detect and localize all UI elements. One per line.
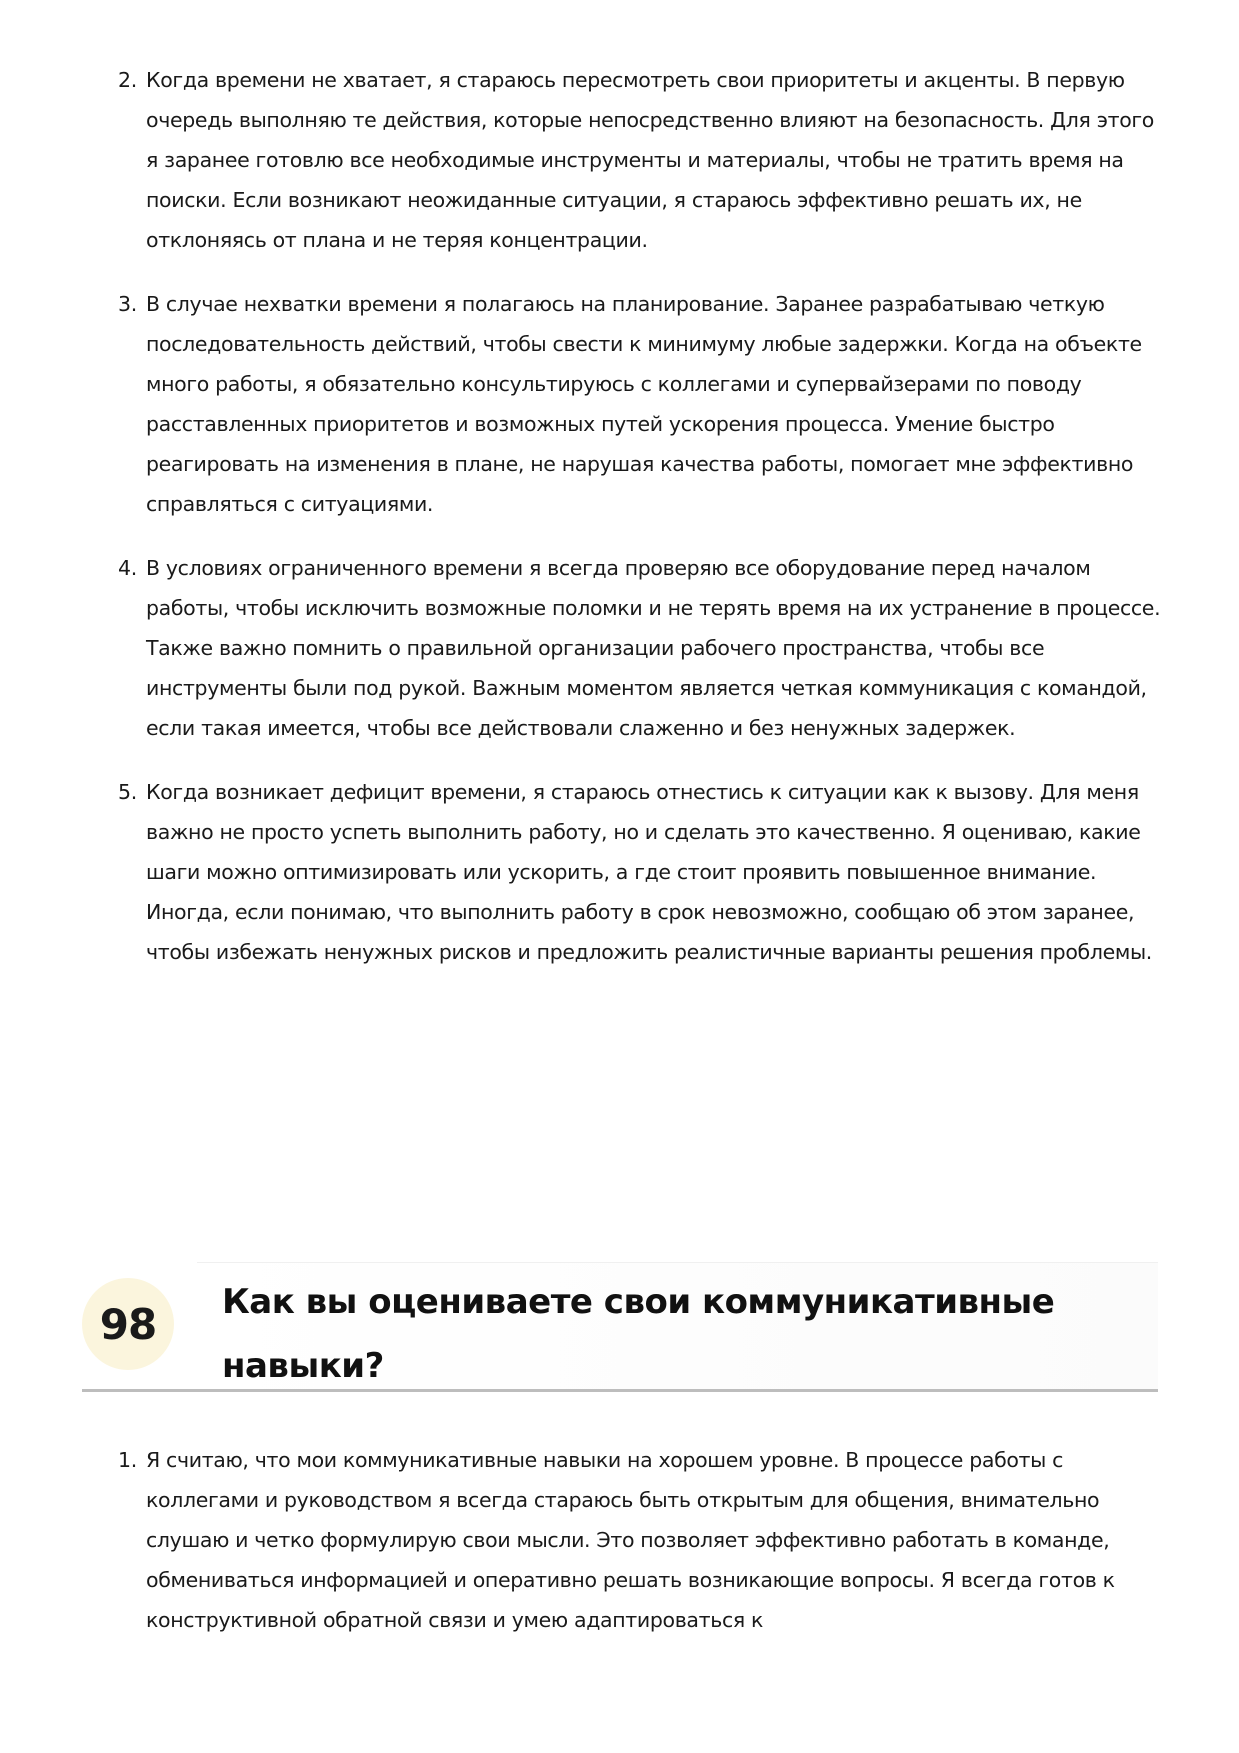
- answer-list-current: [118, 1440, 1168, 1664]
- list-item-text: В условиях ограниченного времени я всегда проверяю все оборудование перед началом работы, чтобы исключить возможные поломки и не терять время на их устранение в процессе. Также важно помнить о правильной организации рабочего пространства, чтобы все инструменты были под рукой. Важным моментом является четкая коммуникация с командой, если такая имеется, чтобы все действовали слаженно и без ненужных задержек.: [146, 556, 1161, 740]
- list-item-text: В случае нехватки времени я полагаюсь на планирование. Заранее разрабатываю четкую последовательность действий, чтобы свести к минимуму любые задержки. Когда на объекте много работы, я обязательно консультируюсь с коллегами и супервайзерами по поводу расставленных приоритетов и возможных путей ускорения процесса. Умение быстро реагировать на изменения в плане, не нарушая качества работы, помогает мне эффективно справляться с ситуациями.: [146, 292, 1142, 516]
- question-divider: [82, 1389, 1158, 1392]
- list-item-number: 2.: [118, 68, 137, 92]
- list-item-text: Когда времени не хватает, я стараюсь пересмотреть свои приоритеты и акценты. В первую очередь выполняю те действия, которые непосредственно влияют на безопасность. Для этого я заранее готовлю все необходимые инструменты и материалы, чтобы не тратить время на поиски. Если возникают неожиданные ситуации, я стараюсь эффективно решать их, не отклоняясь от плана и не теряя концентрации.: [146, 68, 1154, 252]
- list-item-text: Я считаю, что мои коммуникативные навыки на хорошем уровне. В процессе работы с коллегами и руководством я всегда стараюсь быть открытым для общения, внимательно слушаю и четко формулирую свои мысли. Это позволяет эффективно работать в команде, обмениваться информацией и оперативно решать возникающие вопросы. Я всегда готов к конструктивной обратной связи и умею адаптироваться к: [146, 1448, 1115, 1632]
- list-item: [118, 548, 1168, 748]
- list-item-number: 1.: [118, 1448, 137, 1472]
- list-item: [118, 60, 1168, 260]
- list-item: [118, 284, 1168, 524]
- question-number-badge: 98: [82, 1278, 174, 1370]
- list-item-number: 3.: [118, 292, 137, 316]
- answer-list-previous: [118, 60, 1168, 996]
- question-header: [82, 1262, 1158, 1392]
- list-item: [118, 772, 1168, 972]
- question-title: Как вы оцениваете свои коммуникативные навыки?: [222, 1282, 1055, 1386]
- list-item-number: 4.: [118, 556, 137, 580]
- list-item: [118, 1440, 1168, 1640]
- list-item-text: Когда возникает дефицит времени, я стараюсь отнестись к ситуации как к вызову. Для меня важно не просто успеть выполнить работу, но и сделать это качественно. Я оцениваю, какие шаги можно оптимизировать или ускорить, а где стоит проявить повышенное внимание. Иногда, если понимаю, что выполнить работу в срок невозможно, сообщаю об этом заранее, чтобы избежать ненужных рисков и предложить реалистичные варианты решения проблемы.: [146, 780, 1152, 964]
- list-item-number: 5.: [118, 780, 137, 804]
